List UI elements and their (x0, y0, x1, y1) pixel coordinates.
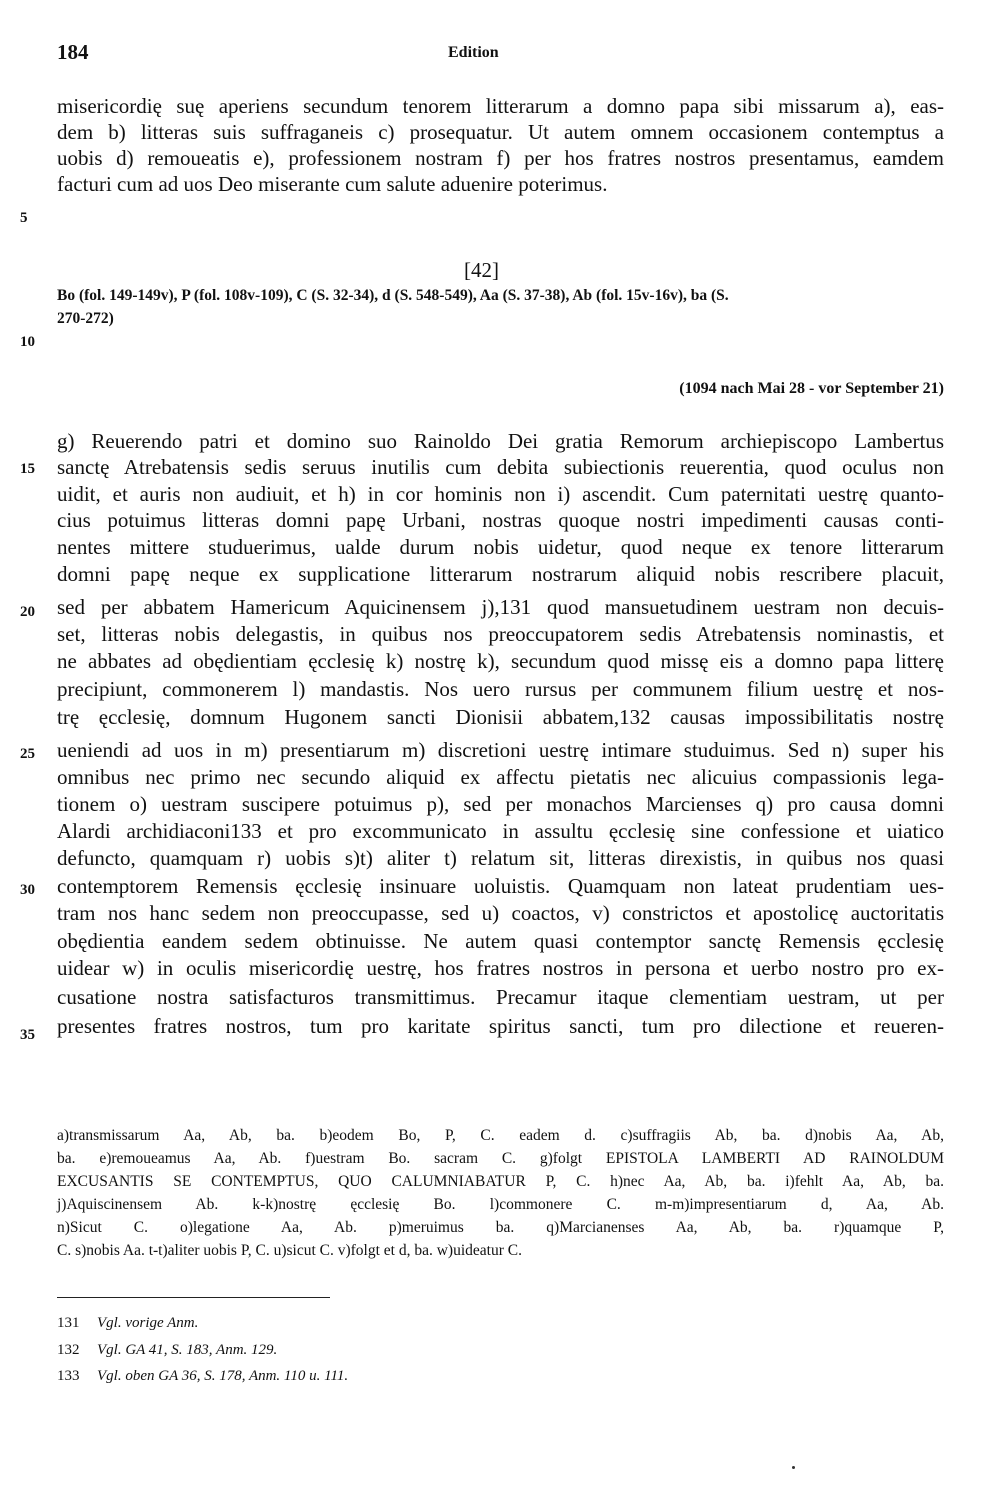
footnote-number: 133 (57, 1368, 80, 1384)
letter-line: sanctę Atrebatensis sedis seruus inutilis cum debita subiectionis reuerentia, quod oculus non (57, 455, 944, 479)
page-number: 184 (57, 40, 89, 64)
line-number: 30 (20, 882, 35, 898)
intro-line: misericordię suę aperiens secundum tenorem litterarum a domno papa sibi missarum a), eas- (57, 94, 944, 118)
line-number: 25 (20, 746, 35, 762)
letter-line: defuncto, quamquam r) uobis s)t) aliter t) relatum sit, litteras direxistis, in quibus nos quasi (57, 846, 944, 870)
footnote-number: 132 (57, 1342, 80, 1358)
letter-line: tram nos hanc sedem non preoccupasse, sed u) coactos, v) constrictos et apostolicę auctoritatis (57, 901, 944, 925)
apparatus-line: a)transmissarum Aa, Ab, ba. b)eodem Bo, P, C. eadem d. c)suffragiis Ab, ba. d)nobis Aa, Ab, (57, 1127, 944, 1144)
letter-line: sed per abbatem Hamericum Aquicinensem j),131 quod mansuetudinem uestram non decuis- (57, 595, 944, 619)
letter-line: domni papę neque ex supplicatione litterarum nostrarum aliquid nobis rescribere placuit, (57, 562, 944, 586)
footnote-text: Vgl. oben GA 36, S. 178, Anm. 110 u. 111. (97, 1368, 349, 1384)
footnote-text: Vgl. GA 41, S. 183, Anm. 129. (97, 1342, 278, 1358)
line-number: 5 (20, 210, 28, 226)
line-number: 35 (20, 1027, 35, 1043)
apparatus-line: n)Sicut C. o)legatione Aa, Ab. p)meruimus ba. q)Marcianenses Aa, Ab, ba. r)quamque P, (57, 1219, 944, 1236)
letter-line: ueniendi ad uos in m) presentiarum m) discretioni uestrę intimare studuimus. Sed n) super his (57, 738, 944, 762)
apparatus-line: EXCUSANTIS SE CONTEMPTUS, QUO CALUMNIABATUR P, C. h)nec Aa, Ab, ba. i)fehlt Aa, Ab, ba. (57, 1173, 944, 1190)
letter-line: obędientia eandem sedem obtinuisse. Ne autem quasi contemptor sanctę Remensis ęcclesię (57, 929, 944, 953)
apparatus-line: ba. e)remoueamus Aa, Ab. f)uestram Bo. sacram C. g)folgt EPISTOLA LAMBERTI AD RAINOLDUM (57, 1150, 944, 1167)
letter-line: precipiunt, commonerem l) mandastis. Nos uero rursus per communem filium uestrę et nos- (57, 677, 944, 701)
line-number: 10 (20, 334, 35, 350)
letter-line: tionem o) uestram suscipere potuimus p), sed per monachos Marcienses q) pro causa domni (57, 792, 944, 816)
footnote-text: Vgl. vorige Anm. (97, 1315, 199, 1331)
footnote (57, 1340, 277, 1360)
apparatus-line: j)Aquiscinensem Ab. k-k)nostrę ęcclesię Bo. l)commonere C. m-m)impresentiarum d, Aa, Ab. (57, 1196, 944, 1213)
letter-line: Alardi archidiaconi133 et pro excommunicato in assultu ęcclesię sine confessione et uiatico (57, 819, 944, 843)
intro-line: uobis d) remoueatis e), professionem nostram f) per hos fratres nostros presentamus, eamdem (57, 146, 944, 170)
letter-line: uidit, et auris non audiuit, et h) in cor hominis non i) ascendit. Cum paternitati uestrę quanto- (57, 482, 944, 506)
footnote (57, 1313, 198, 1333)
letter-line: g) Reuerendo patri et domino suo Rainoldo Dei gratia Remorum archiepiscopo Lambertus (57, 429, 944, 453)
letter-date: (1094 nach Mai 28 - vor September 21) (679, 380, 944, 397)
intro-line: dem b) litteras suis suffraganeis c) prosequatur. Ut autem omnem occasionem contemptus a (57, 120, 944, 144)
footnote (57, 1366, 348, 1386)
letter-line: uidear w) in oculis misericordię uestrę, hos fratres nostros in persona et uerbo nostro pro ex- (57, 956, 944, 980)
running-title: Edition (448, 44, 499, 61)
letter-line: omnibus nec primo nec secundo aliquid ex affectu pietatis nec alicuius compassionis lega- (57, 765, 944, 789)
letter-line: set, litteras nobis delegastis, in quibus nos preoccupatorem sedis Atrebatensis nominastis, et (57, 622, 944, 646)
apparatus-line: C. s)nobis Aa. t-t)aliter uobis P, C. u)sicut C. v)folgt et d, ba. w)uideatur C. (57, 1242, 522, 1259)
letter-line: nentes mittere studuerimus, ualde durum nobis uidetur, quod neque ex tenore litterarum (57, 535, 944, 559)
letter-line: contemptorem Remensis ęcclesię insinuare uoluistis. Quamquam non lateat prudentiam ues- (57, 874, 944, 898)
letter-line: trę ęcclesię, domnum Hugonem sancti Dionisii abbatem,132 causas impossibilitatis nostrę (57, 705, 944, 729)
letter-line: ne abbates ad obędientiam ęcclesię k) nostrę k), secundum quod missę eis a domno papa litterę (57, 649, 944, 673)
line-number: 15 (20, 461, 35, 477)
sources-line: 270-272) (57, 310, 114, 327)
line-number: 20 (20, 604, 35, 620)
letter-line: cius potuimus litteras domni papę Urbani, nostras quoque nostri impedimenti causas conti- (57, 508, 944, 532)
letter-line: cusatione nostra satisfacturos transmittimus. Precamur itaque clementiam uestram, ut per (57, 985, 944, 1009)
document-number: [42] (464, 258, 499, 282)
print-speck (792, 1466, 795, 1469)
intro-line: facturi cum ad uos Deo miserante cum salute aduenire poterimus. (57, 172, 608, 196)
footnote-number: 131 (57, 1315, 80, 1331)
footnote-separator (57, 1297, 330, 1298)
sources-line: Bo (fol. 149-149v), P (fol. 108v-109), C (S. 32-34), d (S. 548-549), Aa (S. 37-38), Ab (fol. 15v-16v), ba (S. (57, 287, 729, 304)
letter-line: presentes fratres nostros, tum pro karitate spiritus sancti, tum pro dilectione et reueren- (57, 1014, 944, 1038)
